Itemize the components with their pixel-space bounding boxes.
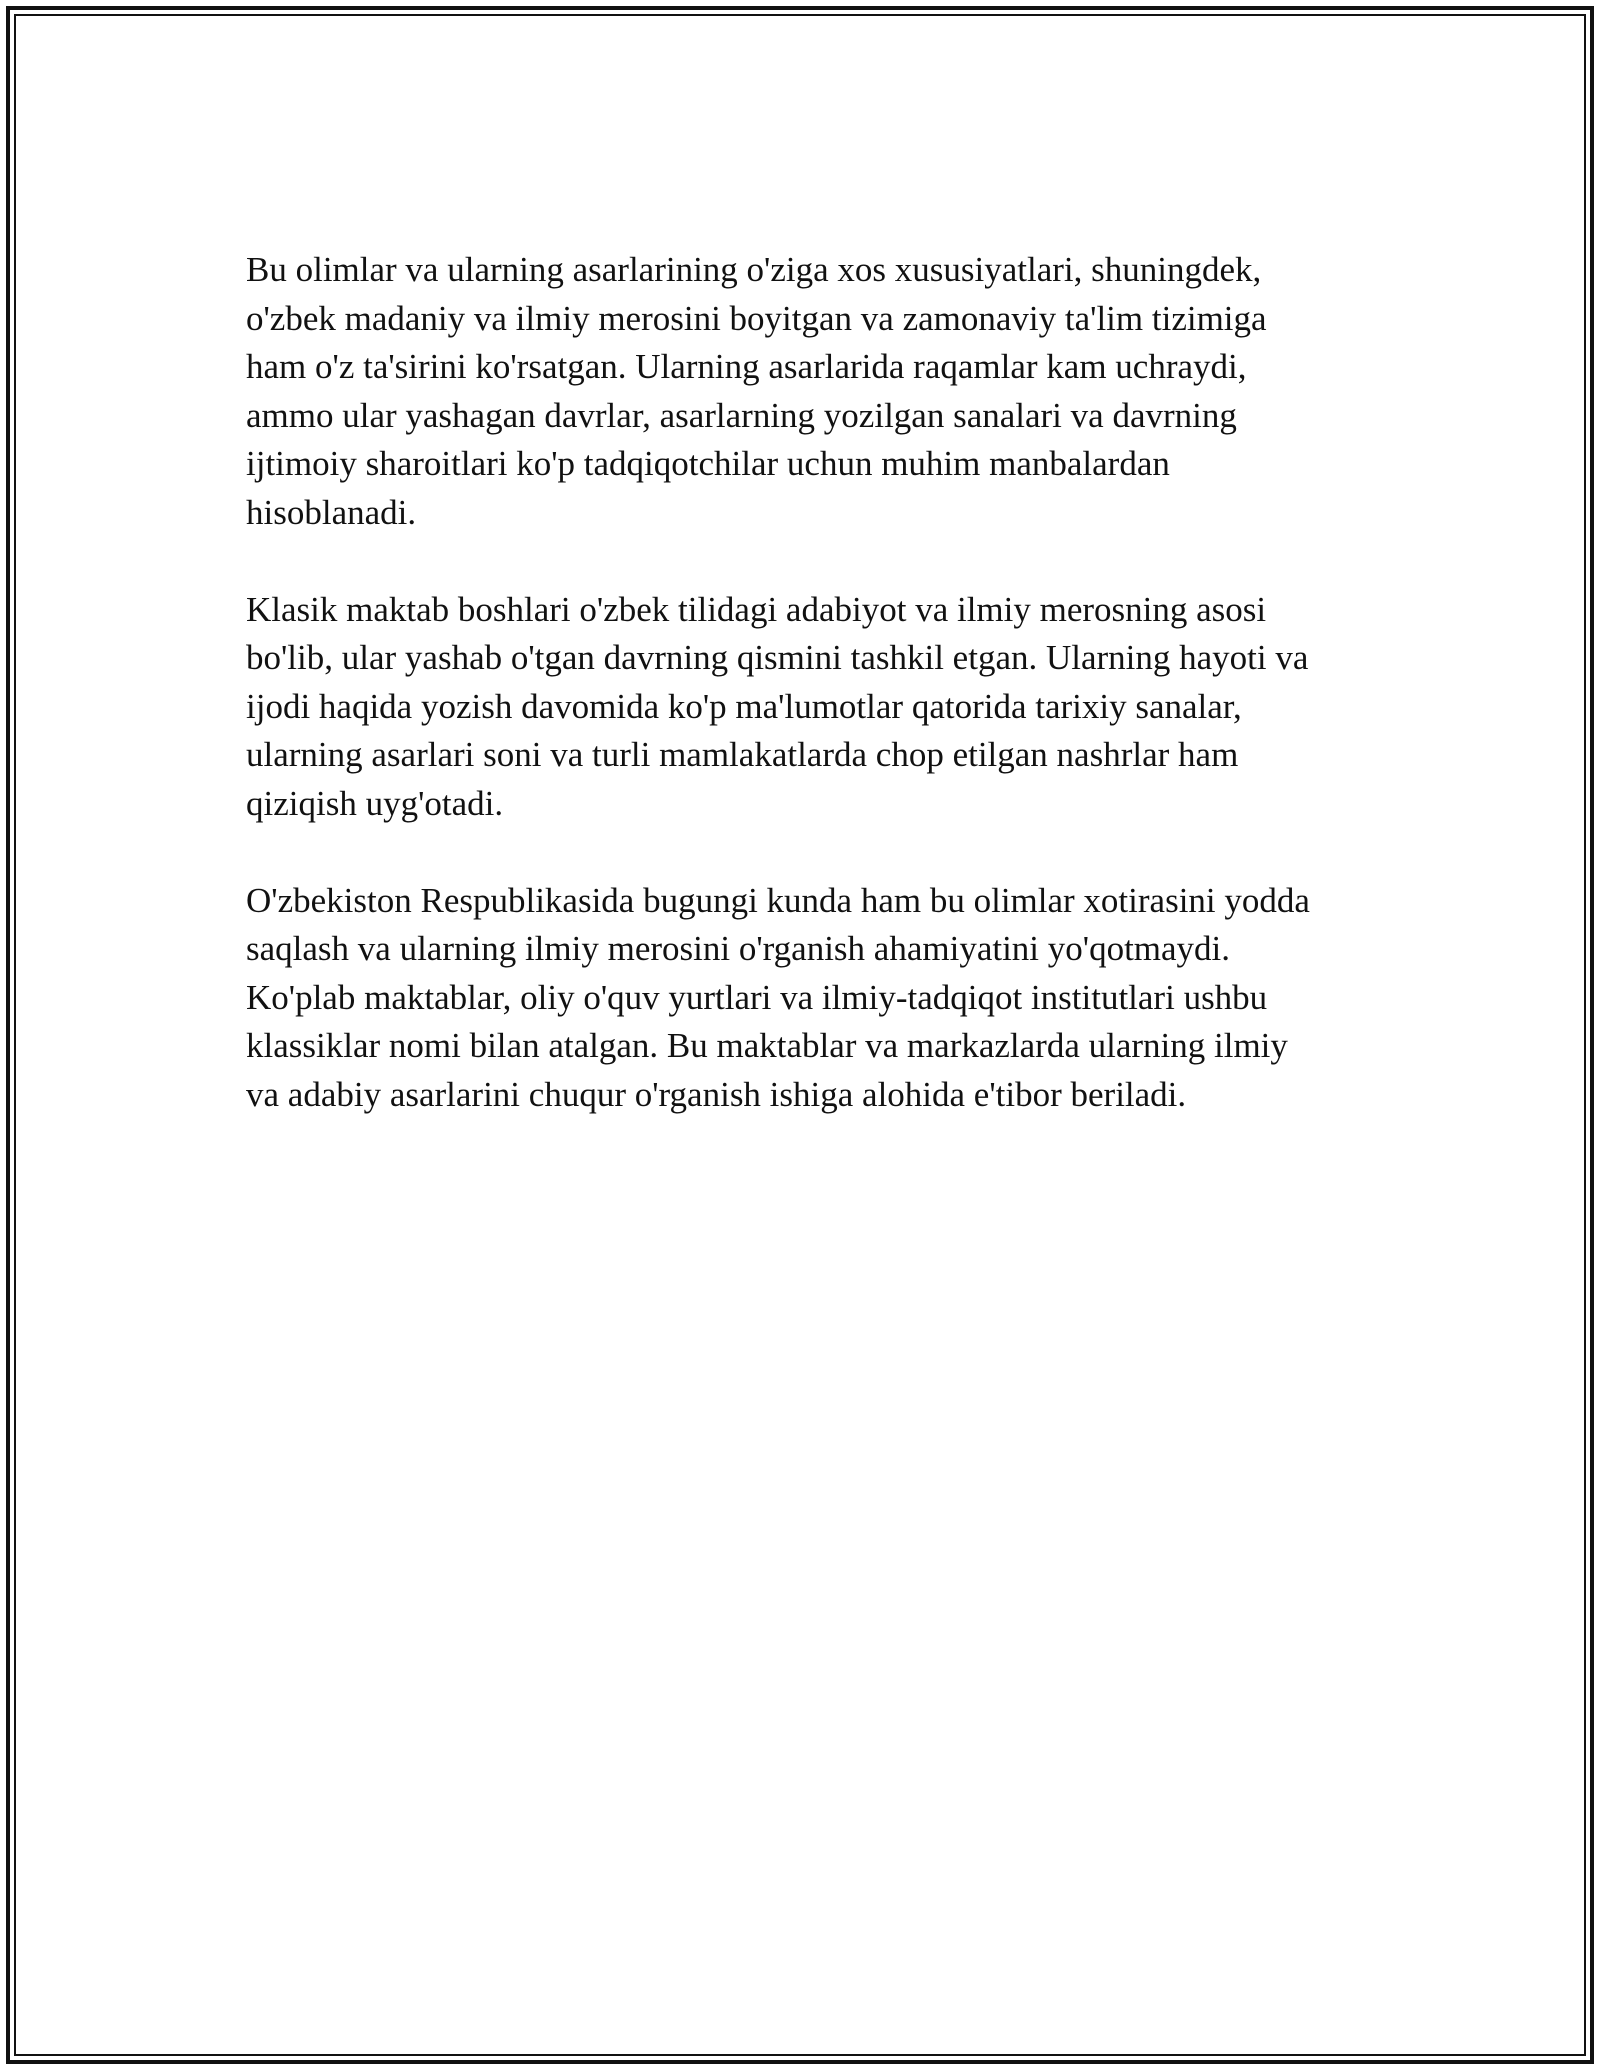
- document-page: [6, 6, 1594, 2064]
- paragraph-1: Bu olimlar va ularning asarlarining o'ziga xos xususiyatlari, shuningdek, o'zbek madaniy va ilmiy merosini boyitgan va zamonaviy ta'lim tizimiga ham o'z ta'sirini ko'rsatgan. Ularning asarlarida raqamlar kam uchraydi, ammo ular yashagan davrlar, asarlarning yozilgan sanalari va davrning ijtimoiy sharoitlari ko'p tadqiqotchilar uchun muhim manbalardan hisoblanadi.: [246, 250, 1267, 532]
- paragraph-2: Klasik maktab boshlari o'zbek tilidagi adabiyot va ilmiy merosning asosi bo'lib, ular yashab o'tgan davrning qismini tashkil etgan. Ularning hayoti va ijodi haqida yozish davomida ko'p ma'lumotlar qatorida tarixiy sanalar, ularning asarlari soni va turli mamlakatlarda chop etilgan nashrlar ham qiziqish uyg'otadi.: [246, 589, 1309, 823]
- document-body: [246, 246, 1376, 1168]
- paragraph-3: O'zbekiston Respublikasida bugungi kunda ham bu olimlar xotirasini yodda saqlash va ularning ilmiy merosini o'rganish ahamiyatini yo'qotmaydi. Ko'plab maktablar, oliy o'quv yurtlari va ilmiy-tadqiqot institutlari ushbu klassiklar nomi bilan atalgan. Bu maktablar va markazlarda ularning ilmiy va adabiy asarlarini chuqur o'rganish ishiga alohida e'tibor beriladi.: [246, 880, 1310, 1114]
